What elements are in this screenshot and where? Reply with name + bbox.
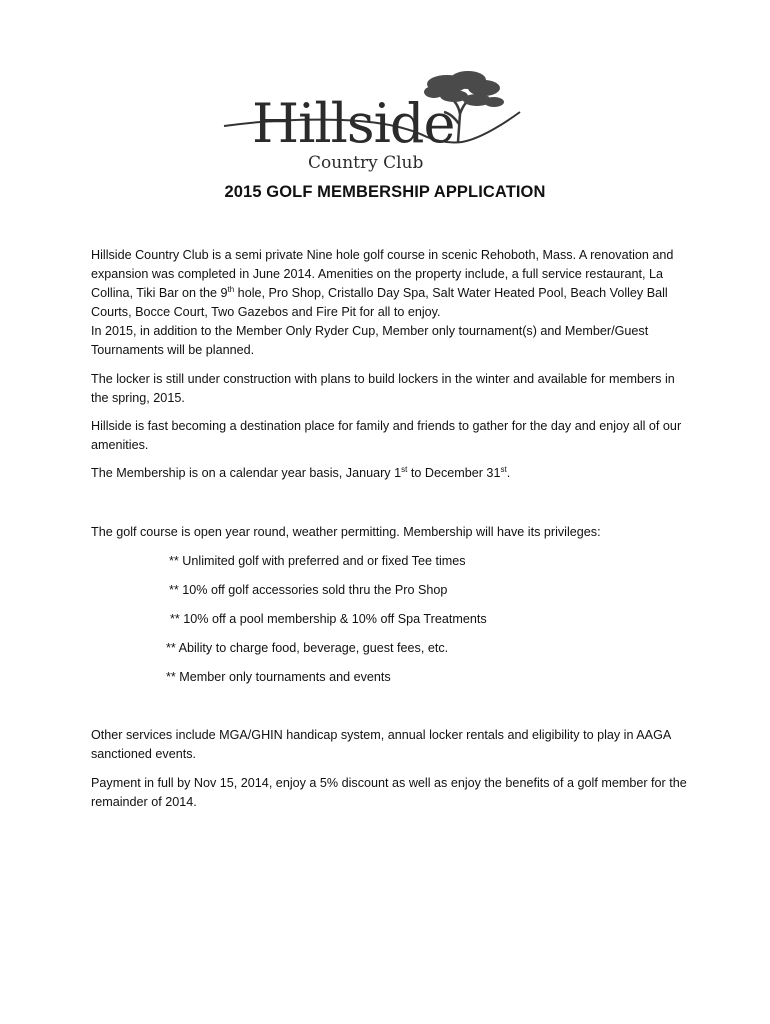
privilege-item: ** Unlimited golf with preferred and or fixed Tee times: [169, 554, 466, 568]
privilege-item: ** Member only tournaments and events: [166, 670, 391, 684]
locker-paragraph: The locker is still under construction with plans to build lockers in the winter and available for members in the spring, 2015.: [91, 372, 675, 405]
other-services-paragraph: Other services include MGA/GHIN handicap system, annual locker rentals and eligibility to play in AAGA sanctioned events.: [91, 728, 671, 761]
intro-paragraph: Hillside Country Club is a semi private Nine hole golf course in scenic Rehoboth, Mass. A renovation and expansion was completed in June 2014. Amenities on the property include, a full service restaurant, La Collina, Tiki Bar on the 9th hole, Pro Shop, Cristallo Day Spa, Salt Water Heated Pool, Beach Volley Ball Courts, Bocce Court, Two Gazebos and Fire Pit for all to enjoy.: [91, 248, 674, 319]
hillside-wordmark: Hillside: [252, 92, 455, 155]
course-open-paragraph: The golf course is open year round, weather permitting. Membership will have its privileges:: [91, 525, 601, 539]
privilege-item: ** 10% off golf accessories sold thru the Pro Shop: [169, 583, 448, 597]
tournaments-paragraph: In 2015, in addition to the Member Only Ryder Cup, Member only tournament(s) and Member/Guest Tournaments will be planned.: [91, 324, 649, 357]
country-club-wordmark: Country Club: [308, 153, 424, 173]
intro-block: [91, 246, 691, 360]
page-title: 2015 GOLF MEMBERSHIP APPLICATION: [224, 183, 546, 201]
privilege-item: ** 10% off a pool membership & 10% off Spa Treatments: [170, 612, 487, 626]
privilege-item: ** Ability to charge food, beverage, guest fees, etc.: [166, 641, 449, 655]
hillside-logo: [222, 62, 522, 182]
payment-paragraph: Payment in full by Nov 15, 2014, enjoy a 5% discount as well as enjoy the benefits of a golf member for the remainder of 2014.: [91, 776, 687, 809]
calendar-paragraph: The Membership is on a calendar year basis, January 1st to December 31st.: [91, 464, 511, 480]
destination-paragraph: Hillside is fast becoming a destination place for family and friends to gather for the day and enjoy all of our amenities.: [91, 419, 682, 452]
